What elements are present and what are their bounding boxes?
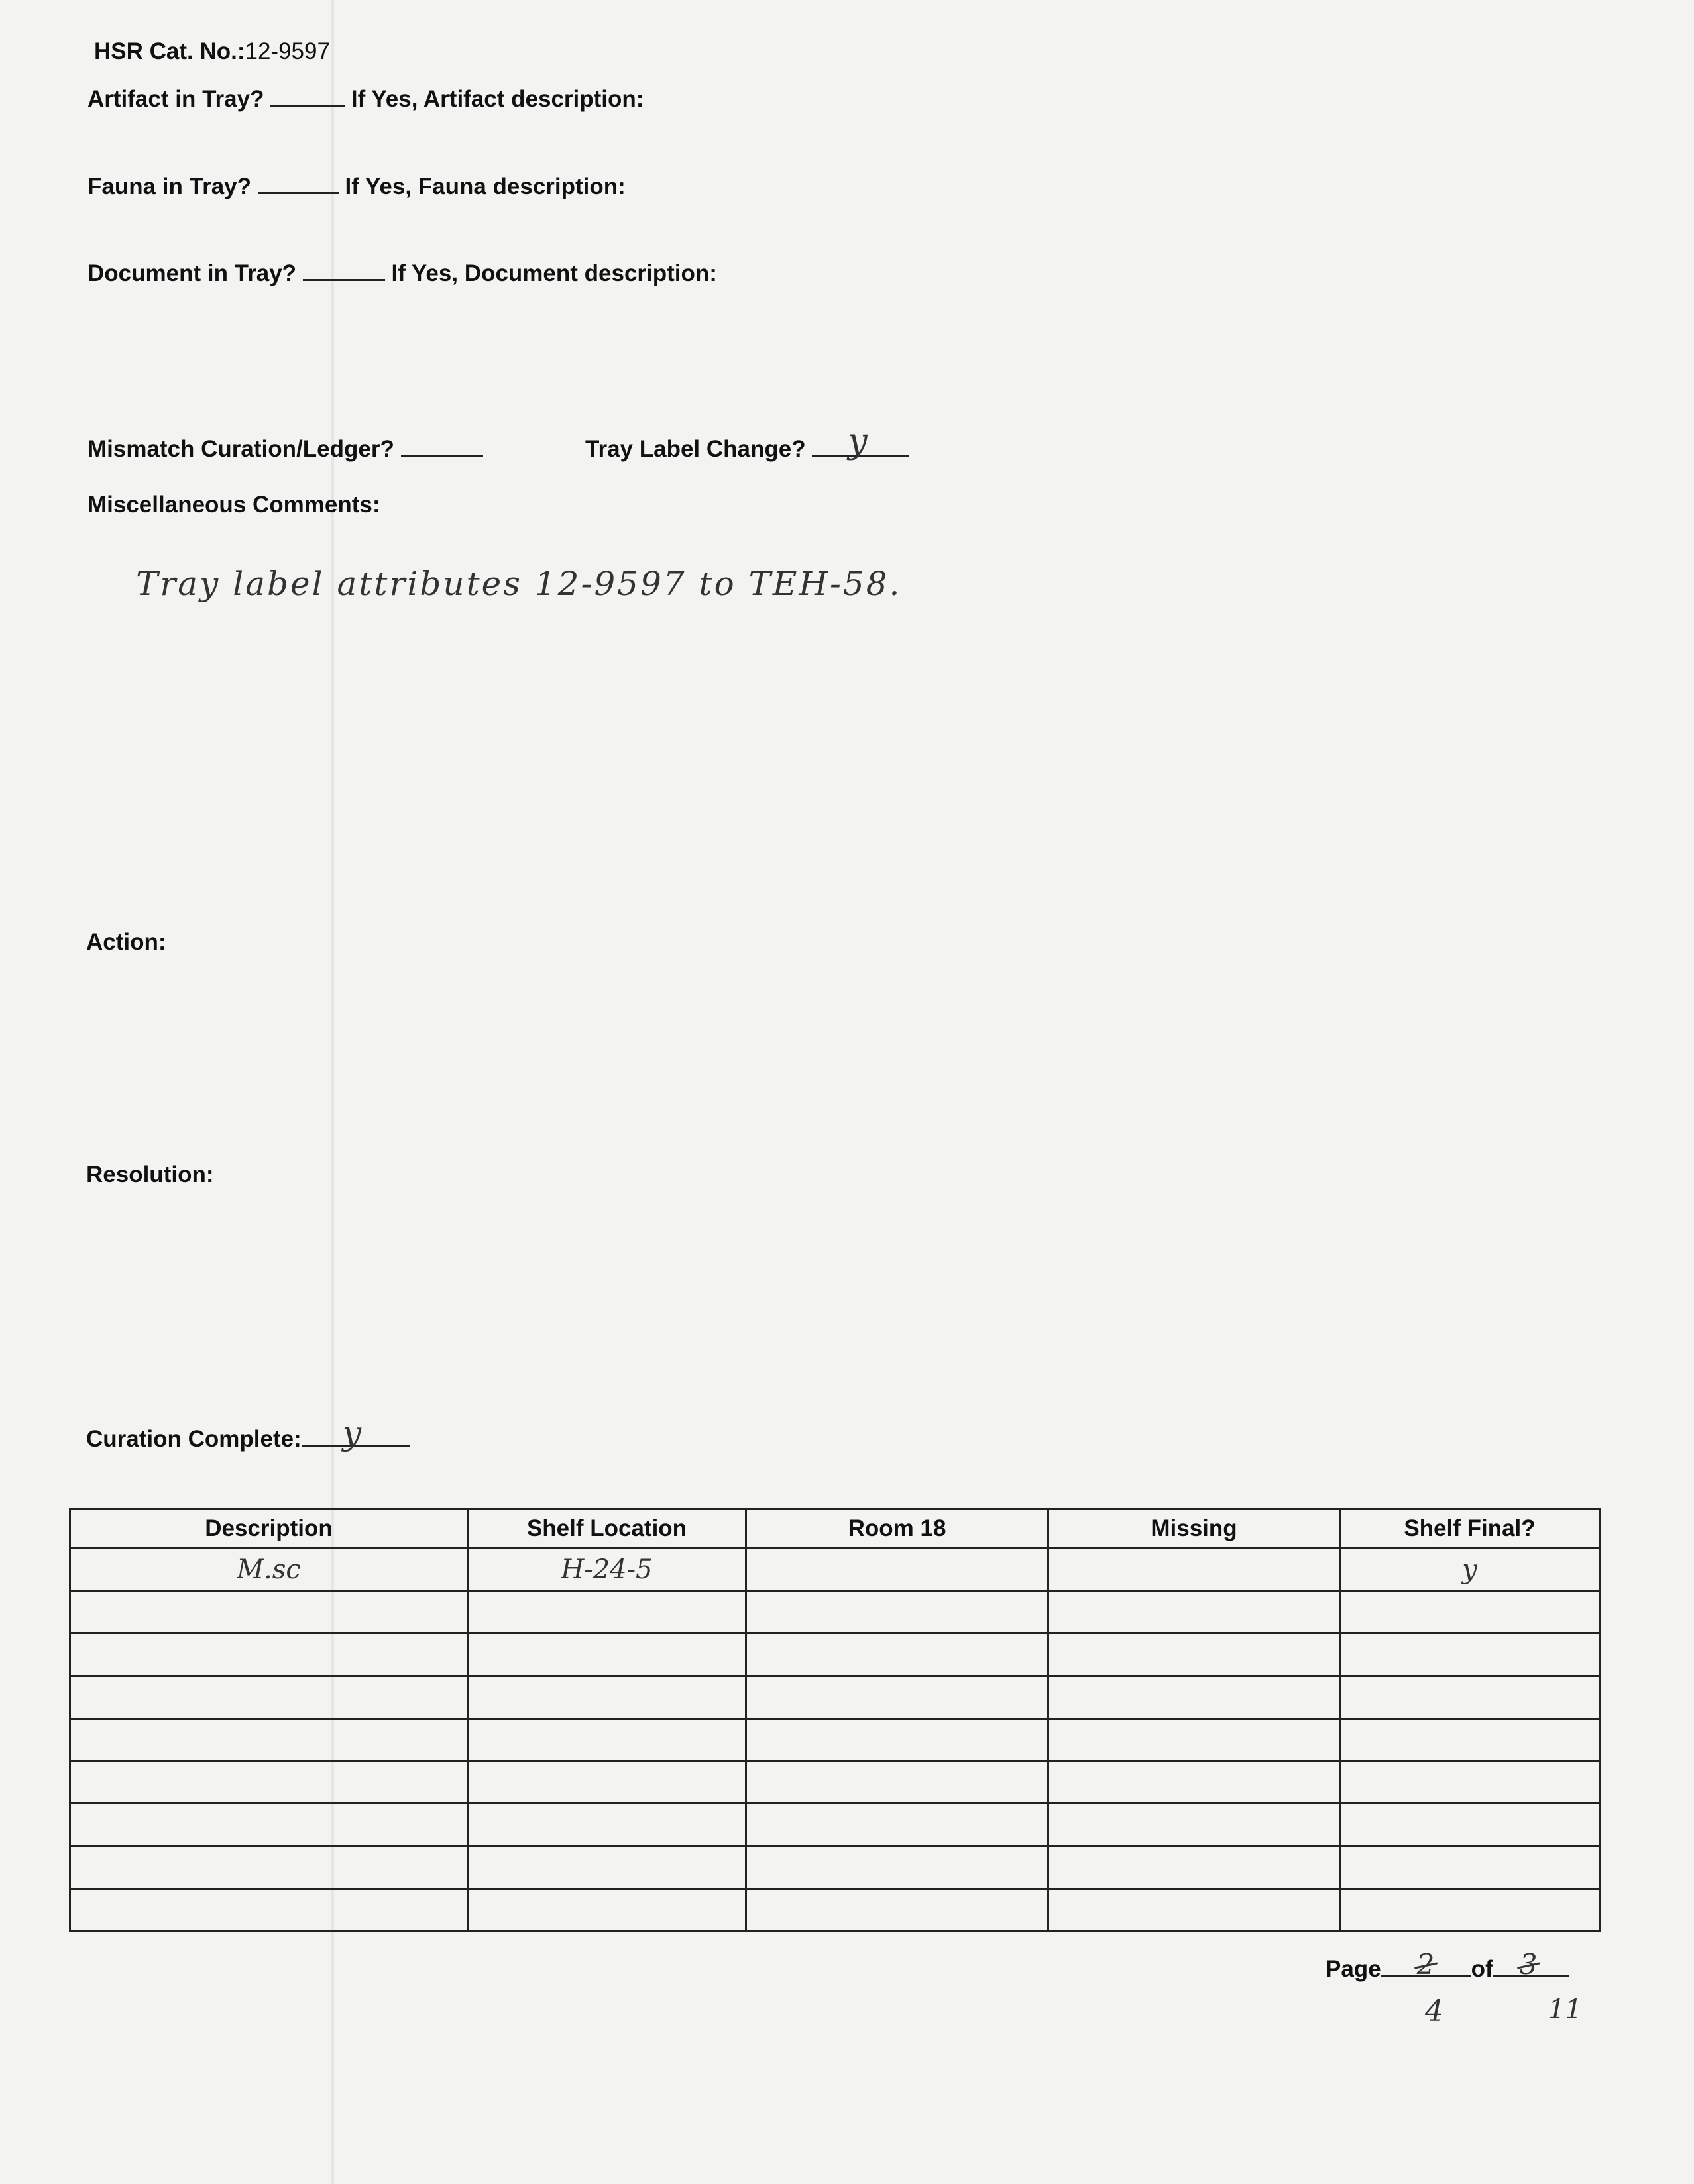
table-row [70,1888,1600,1931]
page-number-struck: 2 [1416,1948,1435,1981]
table-row [70,1633,1600,1676]
curation-row [86,1414,410,1452]
cell-description[interactable] [70,1888,468,1931]
fauna-row [87,172,626,200]
cell-shelf-location[interactable] [468,1591,746,1633]
curation-blank[interactable] [302,1414,410,1452]
cell-shelf-final[interactable] [1340,1633,1600,1676]
cell-shelf-final[interactable] [1340,1804,1600,1846]
table-row [70,1591,1600,1633]
cell-missing[interactable] [1048,1846,1340,1888]
cell-shelf-final[interactable] [1340,1591,1600,1633]
artifact-description-label: If Yes, Artifact description: [351,86,644,112]
table-row [70,1761,1600,1804]
cell-missing[interactable] [1048,1718,1340,1761]
tray-label-value: y [848,421,868,461]
table-header-row [70,1509,1600,1549]
tray-label-blank[interactable] [812,421,909,461]
header-shelf-location: Shelf Location [468,1509,746,1549]
page-total-corrected: 11 [1548,1994,1582,2025]
page-label: Page [1326,1956,1381,1982]
cell-shelf-final[interactable] [1340,1761,1600,1804]
curation-complete-label: Curation Complete: [86,1426,302,1452]
cell-description[interactable] [70,1718,468,1761]
shelf-table [69,1508,1601,1932]
fauna-question: Fauna in Tray? [87,174,251,199]
cell-shelf-location[interactable] [468,1718,746,1761]
page-number-corrected: 4 [1425,1994,1443,2028]
header-room-18: Room 18 [746,1509,1048,1549]
cell-shelf-final[interactable] [1340,1846,1600,1888]
misc-comments-label: Miscellaneous Comments: [87,492,380,518]
cell-shelf-location[interactable] [468,1633,746,1676]
cell-missing[interactable] [1048,1804,1340,1846]
action-label: Action: [86,929,166,955]
cell-description[interactable] [70,1846,468,1888]
artifact-row [87,85,644,113]
cell-description[interactable] [70,1804,468,1846]
cell-room-18[interactable] [746,1846,1048,1888]
cell-shelf-location[interactable] [468,1846,746,1888]
page-footer [1326,1948,1569,1983]
table-row [70,1718,1600,1761]
document-description-label: If Yes, Document description: [391,260,717,286]
cell-room-18[interactable] [746,1761,1048,1804]
cell-description[interactable]: M.sc [70,1549,468,1591]
catalog-number [94,38,330,65]
cell-description[interactable] [70,1633,468,1676]
document-row [87,259,717,287]
cell-missing[interactable] [1048,1591,1340,1633]
cell-shelf-location[interactable] [468,1676,746,1718]
cell-room-18[interactable] [746,1888,1048,1931]
page-total-blank[interactable] [1493,1948,1569,1981]
mismatch-blank[interactable] [401,435,483,457]
cell-shelf-final[interactable] [1340,1676,1600,1718]
tray-label-row [585,421,909,463]
cell-shelf-location[interactable] [468,1888,746,1931]
cell-room-18[interactable] [746,1591,1048,1633]
cell-missing[interactable] [1048,1676,1340,1718]
cell-shelf-location[interactable]: H-24-5 [468,1549,746,1591]
cell-missing[interactable] [1048,1761,1340,1804]
misc-comment-text: Tray label attributes 12-9597 to TEH-58. [136,565,902,603]
table-row [70,1846,1600,1888]
header-description: Description [70,1509,468,1549]
document-question: Document in Tray? [87,260,297,286]
header-shelf-final: Shelf Final? [1340,1509,1600,1549]
cell-room-18[interactable] [746,1676,1048,1718]
cell-room-18[interactable] [746,1633,1048,1676]
cell-shelf-location[interactable] [468,1761,746,1804]
cell-shelf-location[interactable] [468,1804,746,1846]
cell-shelf-final[interactable]: y [1340,1549,1600,1591]
catalog-value: 12-9597 [245,38,330,64]
page-total-struck: 3 [1519,1948,1538,1981]
cell-missing[interactable] [1048,1888,1340,1931]
cell-description[interactable] [70,1761,468,1804]
curation-value: y [342,1414,361,1452]
of-label: of [1471,1956,1493,1982]
cell-shelf-final[interactable] [1340,1888,1600,1931]
fauna-blank[interactable] [258,172,339,194]
cell-missing[interactable] [1048,1633,1340,1676]
cell-description[interactable] [70,1591,468,1633]
artifact-question: Artifact in Tray? [87,86,264,112]
mismatch-question: Mismatch Curation/Ledger? [87,436,394,462]
document-blank[interactable] [303,259,385,281]
cell-shelf-final[interactable] [1340,1718,1600,1761]
resolution-label: Resolution: [86,1162,214,1187]
page-number-blank[interactable] [1381,1948,1471,1981]
fauna-description-label: If Yes, Fauna description: [345,174,626,199]
tray-label-question: Tray Label Change? [585,436,806,462]
mismatch-row [87,435,483,463]
table-row [70,1676,1600,1718]
cell-missing[interactable] [1048,1549,1340,1591]
catalog-label: HSR Cat. No.: [94,38,245,64]
table-row [70,1549,1600,1591]
header-missing: Missing [1048,1509,1340,1549]
cell-room-18[interactable] [746,1804,1048,1846]
cell-description[interactable] [70,1676,468,1718]
table-row [70,1804,1600,1846]
cell-room-18[interactable] [746,1549,1048,1591]
cell-room-18[interactable] [746,1718,1048,1761]
artifact-blank[interactable] [270,85,345,107]
